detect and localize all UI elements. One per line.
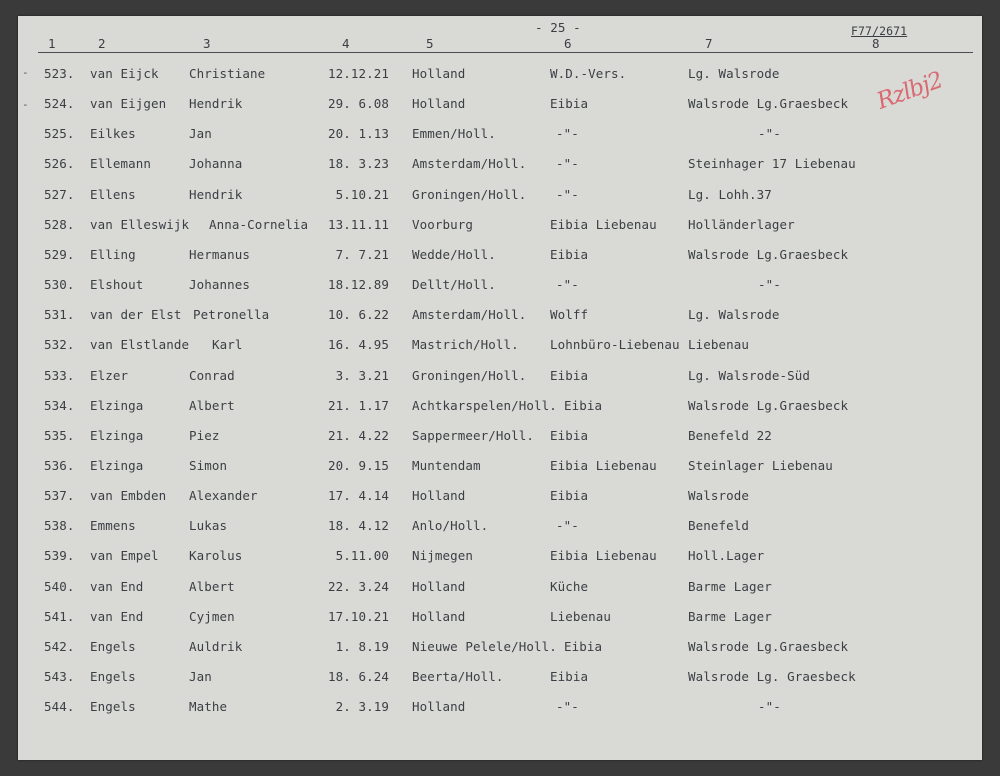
forename-cell: Simon xyxy=(189,458,228,473)
entry-number: 532. xyxy=(44,337,75,352)
birthdate-cell: 5.10.21 xyxy=(335,187,389,202)
employer-cell: -"- xyxy=(556,126,579,141)
forename-cell: Lukas xyxy=(189,518,228,533)
forename-cell: Piez xyxy=(189,428,220,443)
birthplace-cell: Mastrich/Holl. xyxy=(412,337,519,352)
column-number-3: 3 xyxy=(203,36,211,51)
birthdate-cell: 2. 3.19 xyxy=(335,699,389,714)
surname-cell: Engels xyxy=(90,669,136,684)
birthplace-cell: Amsterdam/Holl. xyxy=(412,307,527,322)
employer-cell: -"- xyxy=(556,518,579,533)
surname-cell: Ellemann xyxy=(90,156,152,171)
camp-cell: Benefeld xyxy=(688,518,750,533)
camp-cell: Barme Lager xyxy=(688,579,772,594)
birthdate-cell: 17.10.21 xyxy=(327,609,389,624)
surname-cell: Engels xyxy=(90,699,136,714)
birthplace-cell: Amsterdam/Holl. xyxy=(412,156,527,171)
entry-number: 542. xyxy=(44,639,75,654)
column-number-6: 6 xyxy=(564,36,572,51)
column-number-4: 4 xyxy=(342,36,350,51)
birthdate-cell: 20. 9.15 xyxy=(327,458,389,473)
surname-cell: Emmens xyxy=(90,518,136,533)
entry-number: 523. xyxy=(44,66,75,81)
camp-cell: Lg. Walsrode xyxy=(688,307,780,322)
birthdate-cell: 22. 3.24 xyxy=(327,579,389,594)
employer-cell: -"- xyxy=(556,187,579,202)
birthplace-cell: Holland xyxy=(412,579,466,594)
forename-cell: Karolus xyxy=(189,548,243,563)
surname-cell: van Eijck xyxy=(90,66,159,81)
column-number-2: 2 xyxy=(98,36,106,51)
employer-cell: Eibia xyxy=(564,639,603,654)
camp-cell: Steinhager 17 Liebenau xyxy=(688,156,856,171)
entry-number: 528. xyxy=(44,217,75,232)
camp-cell: Walsrode xyxy=(688,488,750,503)
surname-cell: van End xyxy=(90,609,144,624)
forename-cell: Johannes xyxy=(189,277,251,292)
birthdate-cell: 10. 6.22 xyxy=(327,307,389,322)
camp-cell: Walsrode Lg. Graesbeck xyxy=(688,669,856,684)
birthplace-cell: Holland xyxy=(412,699,466,714)
forename-cell: Cyjmen xyxy=(189,609,235,624)
column-number-7: 7 xyxy=(705,36,713,51)
forename-cell: Auldrik xyxy=(189,639,243,654)
entry-number: 534. xyxy=(44,398,75,413)
birthplace-cell: Anlo/Holl. xyxy=(412,518,489,533)
employer-cell: Eibia Liebenau xyxy=(550,548,657,563)
birthdate-cell: 18.12.89 xyxy=(327,277,389,292)
entry-number: 529. xyxy=(44,247,75,262)
forename-cell: Mathe xyxy=(189,699,228,714)
surname-cell: van Elstlande xyxy=(90,337,190,352)
camp-cell: Walsrode Lg.Graesbeck xyxy=(688,639,849,654)
forename-cell: Anna-Cornelia xyxy=(209,217,309,232)
camp-cell: Walsrode Lg.Graesbeck xyxy=(688,96,849,111)
birthdate-cell: 18. 3.23 xyxy=(327,156,389,171)
surname-cell: Elzinga xyxy=(90,458,144,473)
employer-cell: Liebenau xyxy=(550,609,612,624)
birthplace-cell: Groningen/Holl. xyxy=(412,368,527,383)
birthplace-cell: Groningen/Holl. xyxy=(412,187,527,202)
surname-cell: van Empel xyxy=(90,548,159,563)
entry-number: 544. xyxy=(44,699,75,714)
surname-cell: Elshout xyxy=(90,277,144,292)
birthplace-cell: Achtkarspelen/Holl. xyxy=(412,398,557,413)
birthplace-cell: Nijmegen xyxy=(412,548,474,563)
employer-cell: Eibia xyxy=(550,247,589,262)
surname-cell: Elzinga xyxy=(90,428,144,443)
camp-cell: Holl.Lager xyxy=(688,548,765,563)
birthplace-cell: Holland xyxy=(412,66,466,81)
employer-cell: Eibia Liebenau xyxy=(550,458,657,473)
birthplace-cell: Muntendam xyxy=(412,458,481,473)
entry-number: 531. xyxy=(44,307,75,322)
birthdate-cell: 21. 4.22 xyxy=(327,428,389,443)
forename-cell: Hermanus xyxy=(189,247,251,262)
header-rule xyxy=(38,52,973,53)
birthdate-cell: 29. 6.08 xyxy=(327,96,389,111)
document-reference: F77/2671 xyxy=(851,24,908,38)
entry-number: 525. xyxy=(44,126,75,141)
forename-cell: Jan xyxy=(189,126,212,141)
camp-cell: -"- xyxy=(758,126,781,141)
entry-number: 524. xyxy=(44,96,75,111)
forename-cell: Karl xyxy=(212,337,243,352)
employer-cell: Eibia xyxy=(550,488,589,503)
entry-number: 527. xyxy=(44,187,75,202)
forename-cell: Conrad xyxy=(189,368,235,383)
surname-cell: van der Elst xyxy=(90,307,182,322)
employer-cell: Eibia xyxy=(564,398,603,413)
handwritten-stamp: Rzlbj2 xyxy=(873,67,946,115)
entry-number: 536. xyxy=(44,458,75,473)
forename-cell: Alexander xyxy=(189,488,258,503)
forename-cell: Albert xyxy=(189,398,235,413)
birthplace-cell: Dellt/Holl. xyxy=(412,277,496,292)
employer-cell: Eibia xyxy=(550,96,589,111)
forename-cell: Hendrik xyxy=(189,187,243,202)
surname-cell: Elzer xyxy=(90,368,129,383)
entry-number: 540. xyxy=(44,579,75,594)
surname-cell: Eilkes xyxy=(90,126,136,141)
employer-cell: Wolff xyxy=(550,307,589,322)
birthdate-cell: 13.11.11 xyxy=(327,217,389,232)
birthdate-cell: 16. 4.95 xyxy=(327,337,389,352)
entry-number: 530. xyxy=(44,277,75,292)
entry-number: 543. xyxy=(44,669,75,684)
forename-cell: Albert xyxy=(189,579,235,594)
camp-cell: Lg. Walsrode xyxy=(688,66,780,81)
surname-cell: Ellens xyxy=(90,187,136,202)
birthdate-cell: 21. 1.17 xyxy=(327,398,389,413)
surname-cell: Engels xyxy=(90,639,136,654)
forename-cell: Jan xyxy=(189,669,212,684)
birthdate-cell: 20. 1.13 xyxy=(327,126,389,141)
entry-number: 539. xyxy=(44,548,75,563)
birthdate-cell: 1. 8.19 xyxy=(335,639,389,654)
surname-cell: Elzinga xyxy=(90,398,144,413)
camp-cell: Steinlager Liebenau xyxy=(688,458,833,473)
birthdate-cell: 12.12.21 xyxy=(327,66,389,81)
birthplace-cell: Holland xyxy=(412,96,466,111)
camp-cell: -"- xyxy=(758,699,781,714)
birthplace-cell: Voorburg xyxy=(412,217,474,232)
employer-cell: Eibia Liebenau xyxy=(550,217,657,232)
entry-number: 535. xyxy=(44,428,75,443)
employer-cell: Eibia xyxy=(550,669,589,684)
employer-cell: W.D.-Vers. xyxy=(550,66,627,81)
forename-cell: Hendrik xyxy=(189,96,243,111)
surname-cell: Elling xyxy=(90,247,136,262)
camp-cell: Barme Lager xyxy=(688,609,772,624)
forename-cell: Petronella xyxy=(193,307,270,322)
birthdate-cell: 18. 4.12 xyxy=(327,518,389,533)
birthplace-cell: Emmen/Holl. xyxy=(412,126,496,141)
entry-number: 537. xyxy=(44,488,75,503)
entry-number: 533. xyxy=(44,368,75,383)
birthplace-cell: Holland xyxy=(412,609,466,624)
birthplace-cell: Nieuwe Pelele/Holl. xyxy=(412,639,557,654)
camp-cell: -"- xyxy=(758,277,781,292)
camp-cell: Lg. Lohh.37 xyxy=(688,187,772,202)
entry-number: 526. xyxy=(44,156,75,171)
column-number-1: 1 xyxy=(48,36,56,51)
camp-cell: Holländerlager xyxy=(688,217,795,232)
forename-cell: Johanna xyxy=(189,156,243,171)
page-number: - 25 - xyxy=(535,20,581,35)
birthplace-cell: Sappermeer/Holl. xyxy=(412,428,535,443)
column-number-5: 5 xyxy=(426,36,434,51)
birthdate-cell: 18. 6.24 xyxy=(327,669,389,684)
employer-cell: Küche xyxy=(550,579,589,594)
camp-cell: Walsrode Lg.Graesbeck xyxy=(688,398,849,413)
birthdate-cell: 5.11.00 xyxy=(335,548,389,563)
employer-cell: Eibia xyxy=(550,368,589,383)
birthdate-cell: 3. 3.21 xyxy=(335,368,389,383)
camp-cell: Liebenau xyxy=(688,337,750,352)
employer-cell: -"- xyxy=(556,699,579,714)
camp-cell: Benefeld 22 xyxy=(688,428,772,443)
employer-cell: -"- xyxy=(556,156,579,171)
surname-cell: van Embden xyxy=(90,488,167,503)
employer-cell: -"- xyxy=(556,277,579,292)
surname-cell: van Elleswijk xyxy=(90,217,190,232)
camp-cell: Walsrode Lg.Graesbeck xyxy=(688,247,849,262)
birthplace-cell: Holland xyxy=(412,488,466,503)
column-number-8: 8 xyxy=(872,36,880,51)
birthplace-cell: Beerta/Holl. xyxy=(412,669,504,684)
margin-tick: - xyxy=(22,98,29,111)
camp-cell: Lg. Walsrode-Süd xyxy=(688,368,811,383)
birthdate-cell: 17. 4.14 xyxy=(327,488,389,503)
employer-cell: Lohnbüro-Liebenau xyxy=(550,337,680,352)
surname-cell: van End xyxy=(90,579,144,594)
employer-cell: Eibia xyxy=(550,428,589,443)
margin-tick: - xyxy=(22,66,29,79)
forename-cell: Christiane xyxy=(189,66,266,81)
birthplace-cell: Wedde/Holl. xyxy=(412,247,496,262)
birthdate-cell: 7. 7.21 xyxy=(335,247,389,262)
surname-cell: van Eijgen xyxy=(90,96,167,111)
entry-number: 538. xyxy=(44,518,75,533)
entry-number: 541. xyxy=(44,609,75,624)
